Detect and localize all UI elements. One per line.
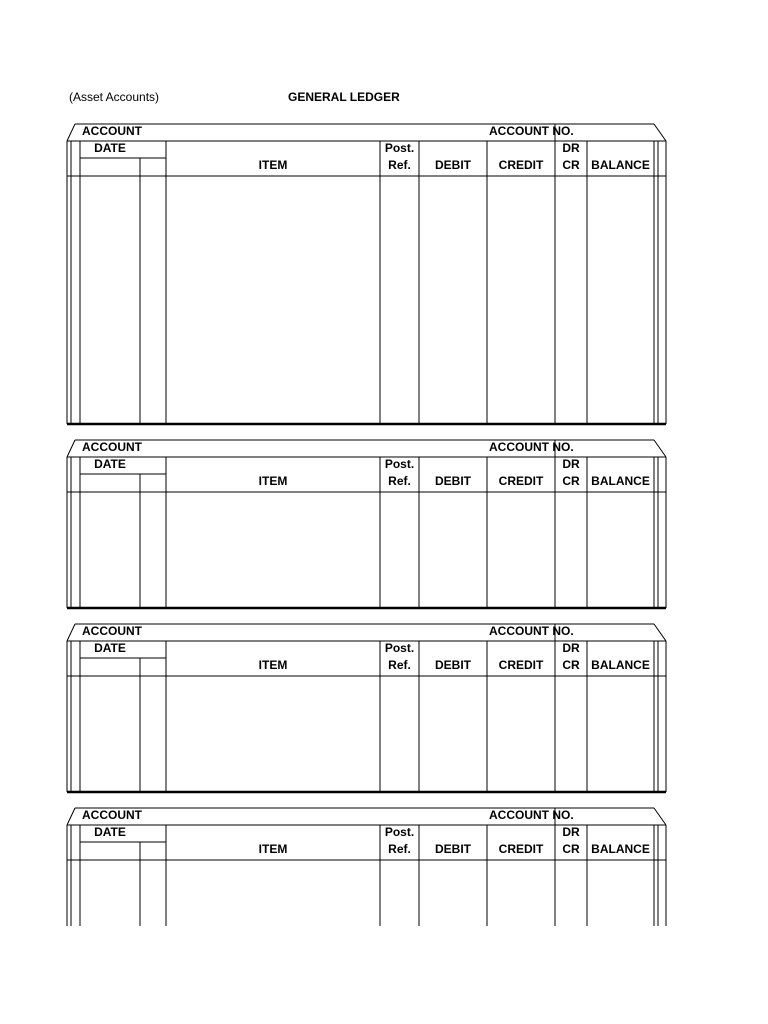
credit-header: CREDIT [498,158,544,172]
date-header: DATE [94,641,126,655]
date-header: DATE [94,457,126,471]
account-no-label: ACCOUNT NO. [489,808,574,822]
balance-header: BALANCE [591,474,650,488]
cr-header: CR [562,842,580,856]
credit-header: CREDIT [498,474,544,488]
page-subtitle: (Asset Accounts) [69,90,160,104]
date-header: DATE [94,825,126,839]
item-header: ITEM [258,842,288,856]
dr-header: DR [562,641,580,655]
balance-header: BALANCE [591,158,650,172]
credit-header: CREDIT [498,842,544,856]
post-header: Post. [384,141,415,155]
ref-header: Ref. [388,474,411,488]
cr-header: CR [562,658,580,672]
account-no-label: ACCOUNT NO. [489,124,574,138]
ref-header: Ref. [388,658,411,672]
balance-header: BALANCE [591,658,650,672]
dr-header: DR [562,825,580,839]
post-header: Post. [384,825,415,839]
balance-header: BALANCE [591,842,650,856]
account-tab-right-slant [654,808,666,825]
ref-header: Ref. [388,842,411,856]
post-header: Post. [384,457,415,471]
item-header: ITEM [258,474,288,488]
ref-header: Ref. [388,158,411,172]
account-no-label: ACCOUNT NO. [489,624,574,638]
item-header: ITEM [258,158,288,172]
account-no-label: ACCOUNT NO. [489,440,574,454]
debit-header: DEBIT [435,842,471,856]
account-label: ACCOUNT [82,624,142,638]
account-label: ACCOUNT [82,440,142,454]
dr-header: DR [562,457,580,471]
cr-header: CR [562,158,580,172]
page-title: GENERAL LEDGER [288,90,400,104]
cr-header: CR [562,474,580,488]
date-header: DATE [94,141,126,155]
account-label: ACCOUNT [82,124,142,138]
account-label: ACCOUNT [82,808,142,822]
account-tab-left-slant [67,808,75,825]
debit-header: DEBIT [435,658,471,672]
post-header: Post. [384,641,415,655]
debit-header: DEBIT [435,474,471,488]
debit-header: DEBIT [435,158,471,172]
item-header: ITEM [258,658,288,672]
dr-header: DR [562,141,580,155]
credit-header: CREDIT [498,658,544,672]
